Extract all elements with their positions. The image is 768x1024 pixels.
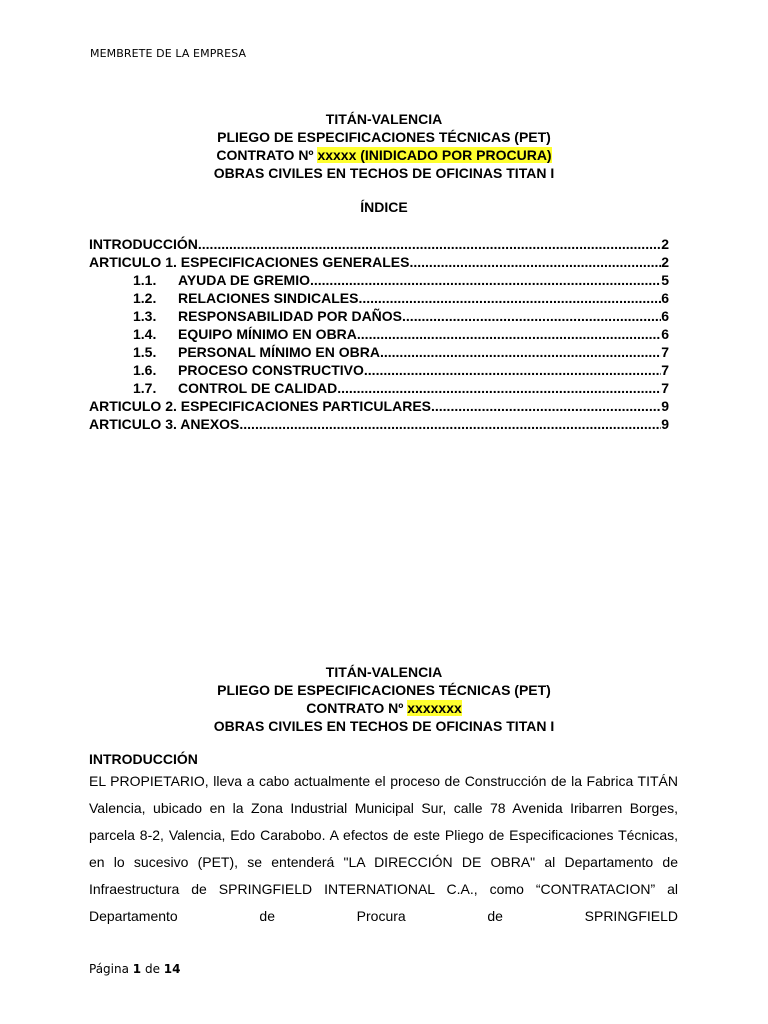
toc-dot-leader: [380, 343, 661, 361]
index-title: ÍNDICE: [360, 199, 408, 215]
toc-entry-number: 1.1.: [133, 272, 157, 288]
toc-entry-label: RESPONSABILIDAD POR DAÑOS: [178, 308, 403, 324]
toc-entry-label: ARTICULO 3. ANEXOS: [89, 416, 240, 432]
letterhead: MEMBRETE DE LA EMPRESA: [90, 47, 247, 60]
toc-entry-label: RELACIONES SINDICALES.: [178, 290, 363, 306]
toc-entry-label: PROCESO CONSTRUCTIVO: [178, 362, 364, 378]
toc-entry-label: AYUDA DE GREMIO: [178, 272, 310, 288]
toc-entry[interactable]: [89, 379, 669, 397]
toc-entry-page: 7: [661, 344, 669, 360]
toc-entry-label: PERSONAL MÍNIMO EN OBRA: [178, 344, 380, 360]
header2-line-1: TITÁN-VALENCIA: [325, 664, 443, 680]
toc-dot-leader: [409, 253, 661, 271]
toc-entry[interactable]: [89, 361, 669, 379]
toc-entry-number: 1.5.: [133, 344, 157, 360]
footer-total: 14: [163, 962, 181, 976]
toc-dot-leader: [402, 307, 661, 325]
toc-entry-label: EQUIPO MÍNIMO EN OBRA: [178, 326, 357, 342]
toc-entry-page: 9: [661, 416, 669, 432]
header-line-3: [0, 146, 768, 164]
toc-entry-number: 1.6.: [133, 362, 157, 378]
document-header-2: [0, 663, 768, 735]
intro-paragraph: EL PROPIETARIO, lleva a cabo actualmente el proceso de Construcción de la Fabrica TITÁN Valencia, ubicado en la Zona Industrial Municipal Sur, calle 78 Avenida Iribarren Borges, parcela 8-2, Valencia, Edo Carabobo. A efectos de este Pliego de Especificaciones Técnicas, en lo sucesivo (PET), se entenderá "LA DIRECCIÓN DE OBRA" al Departamento de Infraestructura de SPRINGFIELD INTERNATIONAL C.A., como “CONTRATACION” al Departamento de Procura de SPRINGFIELD: [89, 773, 678, 924]
header-line-2: PLIEGO DE ESPECIFICACIONES TÉCNICAS (PET): [217, 129, 551, 145]
header2-line-2: PLIEGO DE ESPECIFICACIONES TÉCNICAS (PET): [217, 682, 551, 698]
toc-entry-label: ARTICULO 1. ESPECIFICACIONES GENERALES: [89, 254, 410, 270]
toc-entry[interactable]: [89, 397, 669, 415]
toc-dot-leader: [198, 235, 661, 253]
toc-entry[interactable]: [89, 325, 669, 343]
toc-entry[interactable]: [89, 271, 669, 289]
toc-entry-page: 6: [661, 308, 669, 324]
toc-entry[interactable]: [89, 415, 669, 433]
contract-number-highlight-2: xxxxxxx: [407, 700, 462, 716]
toc-entry-number: 1.3.: [133, 308, 157, 324]
page-footer: [89, 962, 180, 976]
toc-entry-page: 7: [661, 380, 669, 396]
toc-dot-leader: [310, 271, 661, 289]
toc-entry-page: 2: [661, 254, 669, 270]
toc-entry-page: 5: [661, 272, 669, 288]
toc-entry-label: CONTROL DE CALIDAD: [178, 380, 338, 396]
header-line-1: TITÁN-VALENCIA: [325, 111, 443, 127]
footer-prefix: Página: [89, 962, 133, 976]
toc-entry[interactable]: [89, 289, 669, 307]
toc-dot-leader: [337, 379, 661, 397]
intro-heading: INTRODUCCIÓN: [89, 751, 198, 767]
toc-entry-page: 7: [661, 362, 669, 378]
header2-line-3: [0, 699, 768, 717]
contract-prefix-2: CONTRATO Nº: [306, 700, 408, 716]
toc-dot-leader: [239, 415, 661, 433]
toc-entry-page: 9: [661, 398, 669, 414]
toc-entry-number: 1.4.: [133, 326, 157, 342]
toc-dot-leader: [431, 397, 661, 415]
document-header: [0, 110, 768, 182]
toc-entry-number: 1.7.: [133, 380, 157, 396]
toc-entry[interactable]: [89, 343, 669, 361]
footer-page: 1: [132, 962, 142, 976]
contract-number-highlight: xxxxx (INIDICADO POR PROCURA): [317, 147, 552, 163]
toc-entry[interactable]: [89, 253, 669, 271]
toc-entry-number: 1.2.: [133, 290, 157, 306]
toc-entry[interactable]: [89, 307, 669, 325]
toc-entry[interactable]: [89, 235, 669, 253]
header2-line-4: OBRAS CIVILES EN TECHOS DE OFICINAS TITAN I: [213, 718, 555, 734]
toc-entry-page: 6: [661, 326, 669, 342]
footer-middle: de: [141, 962, 164, 976]
table-of-contents: [89, 235, 669, 433]
toc-dot-leader: [362, 289, 661, 307]
toc-entry-page: 6: [661, 290, 669, 306]
toc-dot-leader: [364, 361, 661, 379]
contract-prefix: CONTRATO Nº: [216, 147, 318, 163]
toc-entry-page: 2: [661, 236, 669, 252]
toc-dot-leader: [357, 325, 661, 343]
toc-entry-label: INTRODUCCIÓN: [89, 236, 198, 252]
toc-entry-label: ARTICULO 2. ESPECIFICACIONES PARTICULARES: [89, 398, 431, 414]
header-line-4: OBRAS CIVILES EN TECHOS DE OFICINAS TITAN I: [213, 165, 555, 181]
